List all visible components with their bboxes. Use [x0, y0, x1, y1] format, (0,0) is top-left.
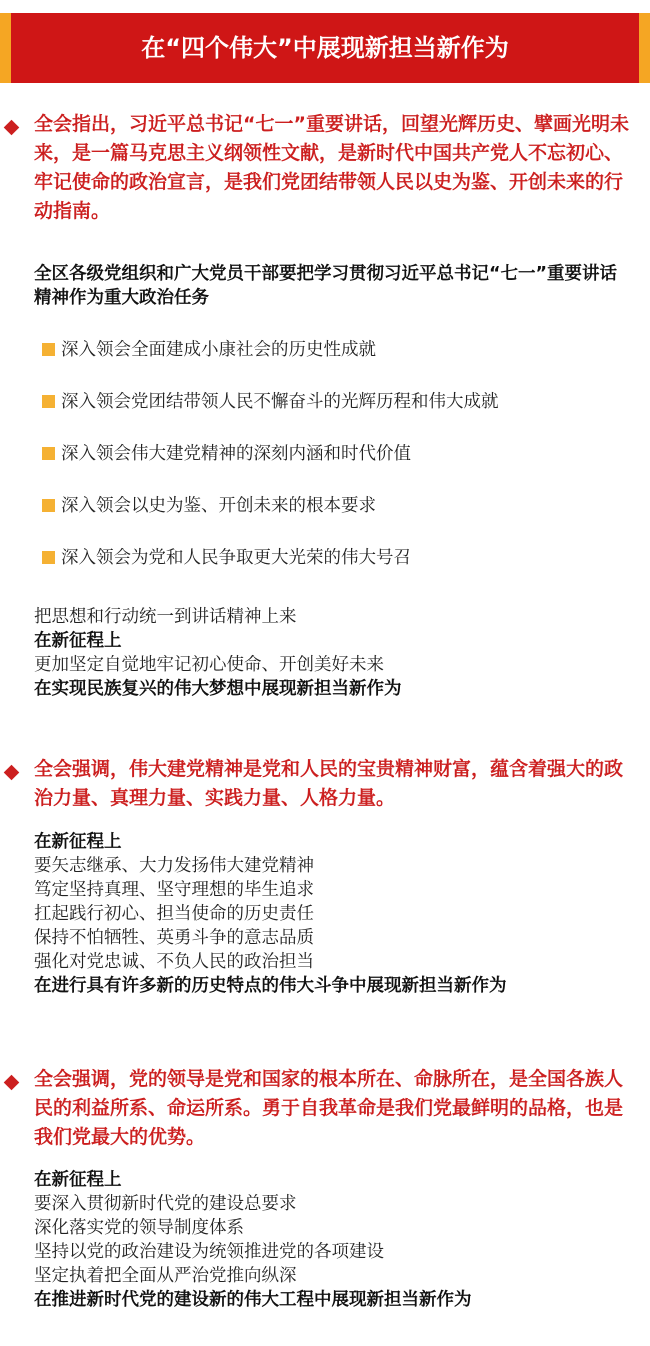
- text-line: 要矢志继承、大力发扬伟大建党精神: [34, 856, 314, 876]
- list-item-text: 深入领会党团结带领人民不懈奋斗的光辉历程和伟大成就: [61, 392, 499, 412]
- list-item: [42, 494, 376, 518]
- square-bullet-icon: [42, 551, 55, 564]
- text-line: 在新征程上: [34, 832, 122, 852]
- page-title: 在“四个伟大”中展现新担当新作为: [141, 34, 509, 62]
- section-2-lead: 全会强调，伟大建党精神是党和人民的宝贵精神财富，蕴含着强大的政治力量、真理力量、实践力量、人格力量。: [34, 758, 624, 809]
- section-1-lines: [34, 605, 634, 701]
- square-bullet-icon: [42, 395, 55, 408]
- text-line: 强化对党忠诚、不负人民的政治担当: [34, 952, 314, 972]
- text-line: 在新征程上: [34, 1170, 122, 1190]
- list-item-text: 深入领会全面建成小康社会的历史性成就: [61, 340, 376, 360]
- square-bullet-icon: [42, 343, 55, 356]
- list-item-text: 深入领会以史为鉴、开创未来的根本要求: [61, 496, 376, 516]
- header-banner: [0, 13, 650, 83]
- diamond-bullet-icon: [4, 765, 20, 781]
- text-line: 笃定坚持真理、坚守理想的毕生追求: [34, 880, 314, 900]
- text-line: 更加坚定自觉地牢记初心使命、开创美好未来: [34, 655, 384, 675]
- list-item-text: 深入领会伟大建党精神的深刻内涵和时代价值: [61, 444, 411, 464]
- text-line: 深化落实党的领导制度体系: [34, 1218, 244, 1238]
- section-1-intro: [34, 262, 624, 310]
- text-line: 把思想和行动统一到讲话精神上来: [34, 607, 297, 627]
- text-line: 扛起践行初心、担当使命的历史责任: [34, 904, 314, 924]
- text-line: 在进行具有许多新的历史特点的伟大斗争中展现新担当新作为: [34, 976, 507, 996]
- section-3-lead: 全会强调，党的领导是党和国家的根本所在、命脉所在，是全国各族人民的利益所系、命运所系。勇于自我革命是我们党最鲜明的品格，也是我们党最大的优势。: [34, 1068, 624, 1148]
- text-line: 要深入贯彻新时代党的建设总要求: [34, 1194, 297, 1214]
- section-1-lead: 全会指出，习近平总书记“七一”重要讲话，回望光辉历史、擘画光明未来，是一篇马克思主义纲领性文献，是新时代中国共产党人不忘初心、牢记使命的政治宣言，是我们党团结带领人民以史为鉴、开创未来的行动指南。: [34, 113, 629, 222]
- list-item: [42, 546, 411, 570]
- text-line: 保持不怕牺牲、英勇斗争的意志品质: [34, 928, 314, 948]
- text-line: 坚持以党的政治建设为统领推进党的各项建设: [34, 1242, 384, 1262]
- section-1-intro-text: 全区各级党组织和广大党员干部要把学习贯彻习近平总书记“七一”重要讲话精神作为重大政治任务: [34, 264, 618, 308]
- list-item-text: 深入领会为党和人民争取更大光荣的伟大号召: [61, 548, 411, 568]
- text-line: 在推进新时代党的建设新的伟大工程中展现新担当新作为: [34, 1290, 472, 1310]
- section-3-lines: [34, 1168, 634, 1312]
- text-line: 坚定执着把全面从严治党推向纵深: [34, 1266, 297, 1286]
- list-item: [42, 338, 376, 362]
- section-2-lines: [34, 830, 634, 998]
- diamond-bullet-icon: [4, 120, 20, 136]
- text-line: 在实现民族复兴的伟大梦想中展现新担当新作为: [34, 679, 402, 699]
- list-item: [42, 442, 411, 466]
- list-item: [42, 390, 499, 414]
- text-line: 在新征程上: [34, 631, 122, 651]
- square-bullet-icon: [42, 447, 55, 460]
- diamond-bullet-icon: [4, 1075, 20, 1091]
- square-bullet-icon: [42, 499, 55, 512]
